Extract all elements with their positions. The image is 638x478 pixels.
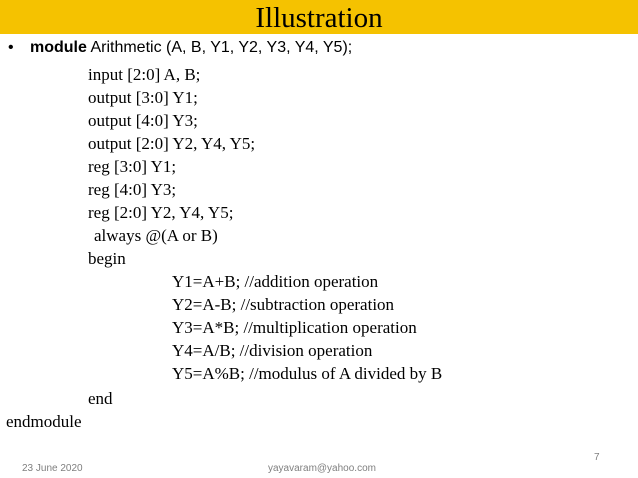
slide-number: 7 [594, 452, 600, 463]
code-line: Y5=A%B; //modulus of A divided by B [172, 364, 443, 383]
code-line: Y3=A*B; //multiplication operation [172, 318, 417, 337]
code-line: output [2:0] Y2, Y4, Y5; [88, 134, 256, 153]
code-line: reg [2:0] Y2, Y4, Y5; [88, 203, 234, 222]
code-line: Y1=A+B; //addition operation [172, 272, 379, 291]
code-line: always @(A or B) [94, 226, 218, 245]
module-signature: Arithmetic (A, B, Y1, Y2, Y3, Y4, Y5); [86, 39, 353, 56]
code-line: output [3:0] Y1; [88, 88, 198, 107]
code-line: Y2=A-B; //subtraction operation [172, 295, 395, 314]
code-line: reg [3:0] Y1; [88, 157, 177, 176]
module-keyword: module [30, 39, 87, 56]
bullet-icon: • [8, 39, 14, 56]
code-line: reg [4:0] Y3; [88, 180, 177, 199]
code-line: output [4:0] Y3; [88, 111, 198, 130]
code-line: endmodule [6, 412, 82, 431]
code-line: end [88, 389, 113, 408]
slide-title: Illustration [255, 2, 383, 34]
code-line: Y4=A/B; //division operation [172, 341, 373, 360]
footer-date: 23 June 2020 [22, 463, 83, 474]
module-declaration [8, 39, 352, 57]
code-line: begin [88, 249, 126, 268]
footer-email: yayavaram@yahoo.com [268, 463, 376, 474]
code-line: input [2:0] A, B; [88, 65, 201, 84]
